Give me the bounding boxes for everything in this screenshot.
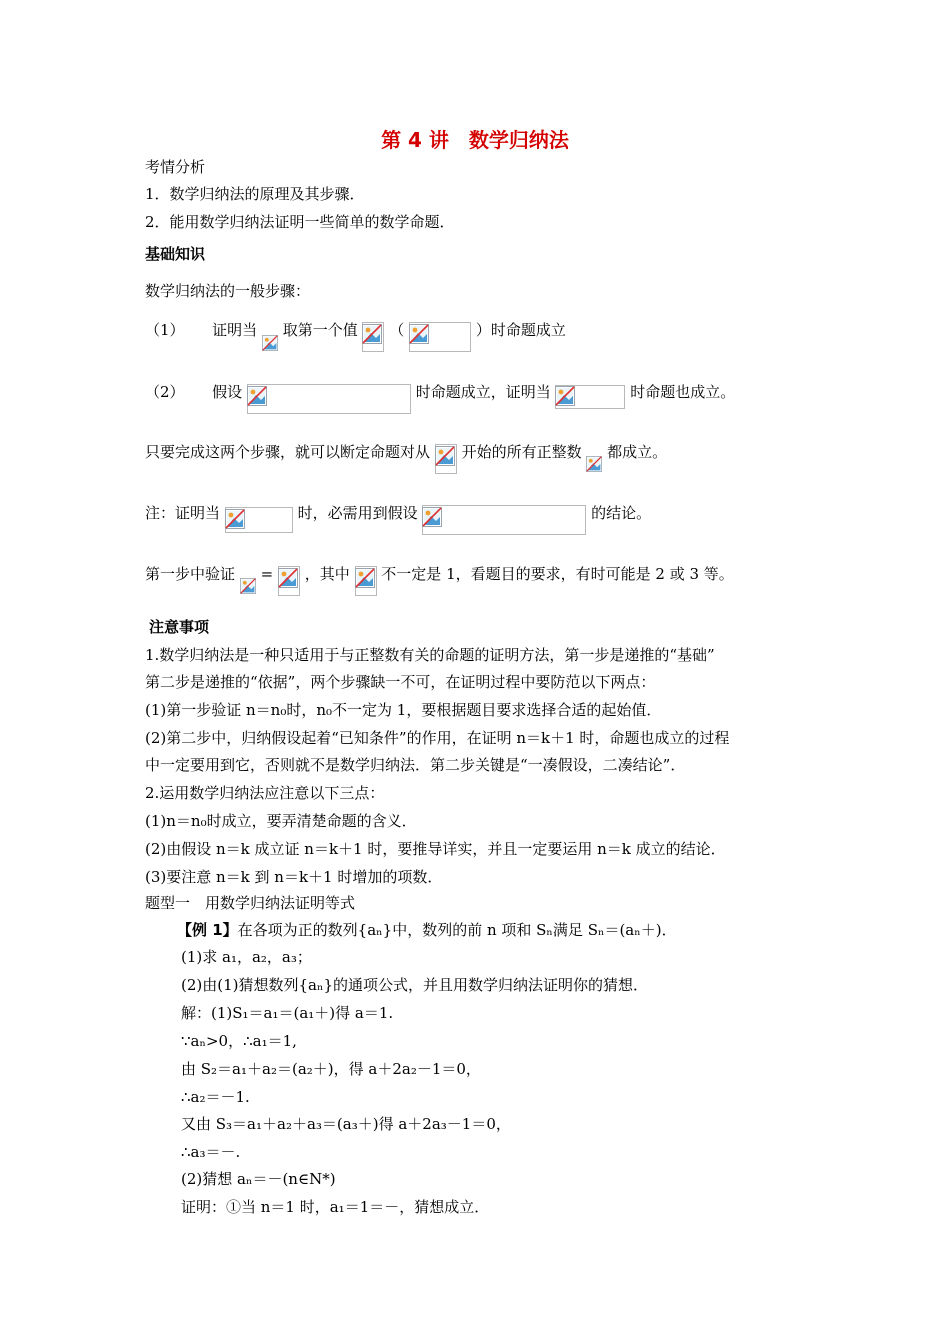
note-text-b: 时，必需用到假设 (297, 504, 418, 522)
formula-image-icon (409, 322, 471, 352)
zhuyi-line-6: 2.运用数学归纳法应注意以下三点： (145, 784, 385, 802)
formula-image-icon (262, 323, 278, 351)
solution-line-8: 证明：①当 n＝1 时，a₁＝1＝－，猜想成立． (181, 1198, 490, 1216)
step-1-text-d: ）时命题成立 (475, 321, 566, 339)
formula-image-icon (586, 446, 602, 472)
kaoqing-item-2: 2．能用数学归纳法证明一些简单的数学命题． (145, 213, 455, 231)
solution-line-6: ∴a₃＝－. (181, 1143, 241, 1161)
question-1: (1)求 a₁，a₂，a₃； (181, 948, 312, 966)
step-2-text-b: 时命题成立，证明当 (415, 383, 551, 401)
solution-line-1: 解：(1)S₁＝a₁＝(a₁＋)得 a＝1. (181, 1004, 394, 1022)
first-text-a: 第一步中验证 (145, 565, 236, 583)
zhuyi-line-1: 1.数学归纳法是一种只适用于与正整数有关的命题的证明方法，第一步是递推的“基础” (145, 646, 715, 664)
formula-image-icon (278, 566, 300, 596)
conclude-text-a: 只要完成这两个步骤，就可以断定命题对从 (145, 443, 431, 461)
step-1-line (145, 316, 566, 338)
solution-line-7: (2)猜想 aₙ＝－(n∈N*) (181, 1170, 336, 1188)
first-step-line (145, 560, 734, 582)
step-2-text-a: 假设 (212, 383, 243, 401)
kaoqing-item-1: 1．数学归纳法的原理及其步骤． (145, 185, 365, 203)
jichu-heading: 基础知识 (145, 245, 206, 263)
kaoqing-heading: 考情分析 (145, 158, 206, 176)
question-2: (2)由(1)猜想数列{aₙ}的通项公式，并且用数学归纳法证明你的猜想． (181, 976, 649, 994)
formula-image-icon (225, 507, 293, 533)
step-1-text-b: 取第一个值 (282, 321, 358, 339)
step-2-line (145, 378, 735, 400)
step-1-text-c: （ (389, 321, 405, 339)
zhuyi-line-5: 中一定要用到它，否则就不是数学归纳法．第二步关键是“一凑假设，二凑结论”． (145, 756, 686, 774)
solution-line-4: ∴a₂＝－1. (181, 1088, 250, 1106)
note-line (145, 499, 651, 521)
first-text-b: = (260, 565, 274, 583)
formula-image-icon (422, 505, 586, 535)
step-2-number: （2） (145, 383, 185, 401)
zhuyi-line-2: 第二步是递推的“依据”，两个步骤缺一不可，在证明过程中要防范以下两点： (145, 673, 656, 691)
zhuyi-line-7: (1)n＝n₀时成立，要弄清楚命题的含义． (145, 812, 417, 830)
conclude-text-b: 开始的所有正整数 (461, 443, 582, 461)
formula-image-icon (355, 566, 377, 596)
first-text-d: 不一定是 1，看题目的要求，有时可能是 2 或 3 等。 (381, 565, 734, 583)
zhuyi-line-8: (2)由假设 n＝k 成立证 n＝k＋1 时，要推导详实，并且一定要运用 n＝k 成立的结论． (145, 840, 726, 858)
step-1-text-a: 证明当 (212, 321, 258, 339)
tixing-heading: 题型一 用数学归纳法证明等式 (145, 894, 356, 912)
conclude-text-c: 都成立。 (607, 443, 668, 461)
jichu-intro: 数学归纳法的一般步骤： (145, 282, 311, 300)
step-2-text-c: 时命题也成立。 (630, 383, 736, 401)
example-1-line (177, 919, 677, 941)
page-title: 第 4 讲 数学归纳法 (381, 128, 569, 152)
formula-image-icon (247, 384, 411, 414)
zhuyi-line-9: (3)要注意 n＝k 到 n＝k＋1 时增加的项数． (145, 868, 443, 886)
zhuyi-line-3: (1)第一步验证 n＝n₀时，n₀不一定为 1，要根据题目要求选择合适的起始值． (145, 701, 662, 719)
first-text-c: ，其中 (304, 565, 350, 583)
note-text-c: 的结论。 (591, 504, 652, 522)
formula-image-icon (240, 568, 256, 594)
example-1-label: 【例 1】 (177, 921, 238, 939)
solution-line-3: 由 S₂＝a₁＋a₂＝(a₂＋)，得 a＋2a₂－1＝0， (181, 1060, 481, 1078)
conclude-line (145, 438, 667, 460)
formula-image-icon (435, 444, 457, 474)
solution-line-2: ∵aₙ>0，∴a₁＝1, (181, 1032, 297, 1050)
formula-image-icon (362, 322, 384, 352)
note-text-a: 注：证明当 (145, 504, 221, 522)
step-1-number: （1） (145, 321, 185, 339)
zhuyi-line-4: (2)第二步中，归纳假设起着“已知条件”的作用，在证明 n＝k＋1 时，命题也成立的过程 (145, 729, 730, 747)
formula-image-icon (555, 385, 625, 409)
zhuyi-heading: 注意事项 (149, 618, 210, 636)
example-1-text: 在各项为正的数列{aₙ}中，数列的前 n 项和 Sₙ满足 Sₙ＝(aₙ＋)． (237, 921, 677, 939)
solution-line-5: 又由 S₃＝a₁＋a₂＋a₃＝(a₃＋)得 a＋2a₃－1＝0， (181, 1115, 511, 1133)
